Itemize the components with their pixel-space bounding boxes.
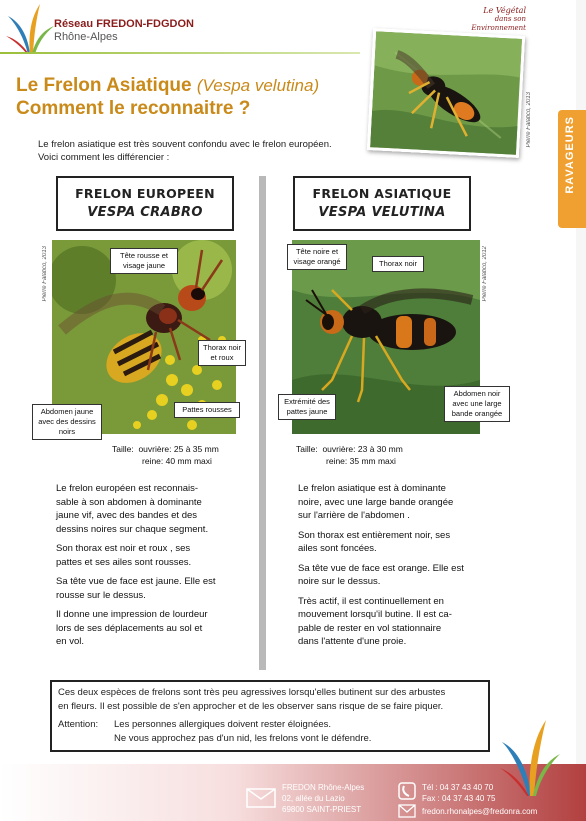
asian-callout-legs-text: Extrémité des pattes jaune	[284, 397, 330, 416]
asian-callout-legs	[278, 394, 336, 420]
european-callout-thorax	[198, 340, 246, 366]
footer-fax: Fax : 04 37 43 40 75	[422, 794, 496, 803]
asian-paragraph: Le frelon asiatique est à dominante noire, avec une large bande orangée sur l'arrière de l'abdomen .	[298, 483, 454, 521]
tagline-line1: Le Végétal	[483, 6, 526, 15]
attention-line2: Ne vous approchez pas d'un nid, les frelons vont le défendre.	[114, 732, 372, 744]
asian-paragraph: Son thorax est entièrement noir, ses ailes sont foncées.	[298, 529, 451, 554]
tagline-line2: dans son Environnement	[471, 15, 526, 32]
fredon-logo-icon	[6, 2, 56, 58]
intro-line2: Voici comment les différencier :	[38, 152, 170, 163]
european-latin: VESPA CRABRO	[87, 205, 203, 220]
column-divider	[259, 176, 266, 670]
intro-text	[38, 138, 332, 164]
intro-line1: Le frelon asiatique est très souvent confondu avec le frelon européen.	[38, 139, 332, 150]
warning-box	[50, 680, 490, 752]
asian-size-line2: reine: 35 mm maxi	[326, 456, 396, 466]
european-callout-legs-text: Pattes rousses	[182, 405, 232, 414]
phone-icon	[398, 782, 416, 800]
european-paragraph: Le frelon européen est reconnais- sable à son abdomen à dominante jaune vif, avec des bandes et des dessins noires sur chaque segment.	[56, 483, 209, 535]
european-paragraph: Son thorax est noir et roux , ses pattes et ses ailes sont rousses.	[56, 543, 192, 568]
email-icon	[398, 804, 416, 818]
asian-callout-head-text: Tête noire et visage orangé	[293, 247, 341, 266]
european-callout-legs	[174, 402, 240, 418]
european-header-box	[56, 176, 234, 231]
asian-size-line1: Taille: ouvrière: 23 à 30 mm	[296, 444, 403, 454]
title-line2: Comment le reconnaitre ?	[16, 98, 251, 119]
header-divider	[0, 52, 360, 54]
european-size-line2: reine: 40 mm maxi	[142, 456, 212, 466]
european-callout-abdomen	[32, 404, 102, 440]
european-callout-abdomen-text: Abdomen jaune avec des dessins noirs	[38, 407, 96, 436]
org-region: Rhône-Alpes	[54, 31, 118, 43]
category-tab	[558, 110, 586, 228]
page-title	[16, 74, 319, 120]
asian-description	[298, 482, 498, 655]
title-text: Le Frelon Asiatique	[16, 75, 197, 96]
asian-callout-head	[287, 244, 347, 270]
hornet-photo-image	[370, 31, 525, 158]
asian-photo-credit: Pierre Falatico, 2012	[482, 246, 488, 302]
footer-address-line2: 02, allée du Lazio	[282, 794, 345, 803]
european-callout-head	[110, 248, 178, 274]
tagline	[440, 6, 526, 33]
asian-header-box	[293, 176, 471, 231]
asian-paragraph: Très actif, il est continuellement en mouvement lorsqu'il butine. Il est ca- pable de rester en vol stationnaire dans l'attente d'une proie.	[298, 595, 452, 647]
footer-phone	[422, 782, 495, 804]
footer-tel: Tél : 04 37 43 40 70	[422, 783, 494, 792]
footer-logo-icon	[500, 716, 560, 800]
asian-callout-abdomen-text: Abdomen noir avec une large bande orangée	[451, 389, 503, 418]
asian-name: FRELON ASIATIQUE	[312, 186, 452, 201]
footer	[0, 764, 586, 821]
european-size-line1: Taille: ouvrière: 25 à 35 mm	[112, 444, 219, 454]
warning-text: Ces deux espèces de frelons sont très peu agressives lorsqu'elles butinent sur des arbustes en fleurs. Il est possible de s'en approcher et de les observer sans risque de se faire piquer.	[58, 687, 446, 712]
european-paragraph: Sa tête vue de face est jaune. Elle est rousse sur le dessus.	[56, 576, 216, 601]
european-name: FRELON EUROPEEN	[75, 186, 215, 201]
footer-address-line3: 69800 SAINT-PRIEST	[282, 805, 362, 814]
attention-lines	[114, 718, 371, 745]
title-latin: (Vespa velutina)	[196, 76, 320, 95]
european-callout-head-text: Tête rousse et visage jaune	[120, 251, 168, 270]
footer-address	[282, 782, 364, 815]
asian-callout-abdomen	[444, 386, 510, 422]
attention-block	[58, 718, 482, 745]
envelope-icon	[246, 788, 276, 808]
european-description	[56, 482, 252, 655]
category-tab-label: RAVAGEURS	[564, 116, 576, 194]
attention-line1: Les personnes allergiques doivent rester éloignées.	[114, 719, 332, 730]
footer-email[interactable]: fredon.rhonalpes@fredonra.com	[422, 807, 538, 816]
footer-address-line1: FREDON Rhône-Alpes	[282, 783, 365, 792]
european-paragraph: Il donne une impression de lourdeur lors de ses déplacements au sol et en vol.	[56, 609, 208, 647]
asian-size	[296, 443, 403, 467]
asian-paragraph: Sa tête vue de face est orange. Elle est noire sur le dessus.	[298, 562, 464, 587]
header-photo	[367, 28, 525, 158]
header-photo-credit: Pierre Falatico, 2013	[526, 92, 532, 148]
european-callout-thorax-text: Thorax noir et roux	[203, 343, 241, 362]
european-size	[112, 443, 219, 467]
asian-latin: VESPA VELUTINA	[318, 205, 446, 220]
asian-callout-thorax	[372, 256, 424, 272]
attention-label: Attention:	[58, 719, 99, 730]
asian-callout-thorax-text: Thorax noir	[379, 259, 417, 268]
european-photo-credit: Pierre Falatico, 2013	[42, 246, 48, 302]
org-name: Réseau FREDON-FDGDON	[54, 18, 194, 30]
